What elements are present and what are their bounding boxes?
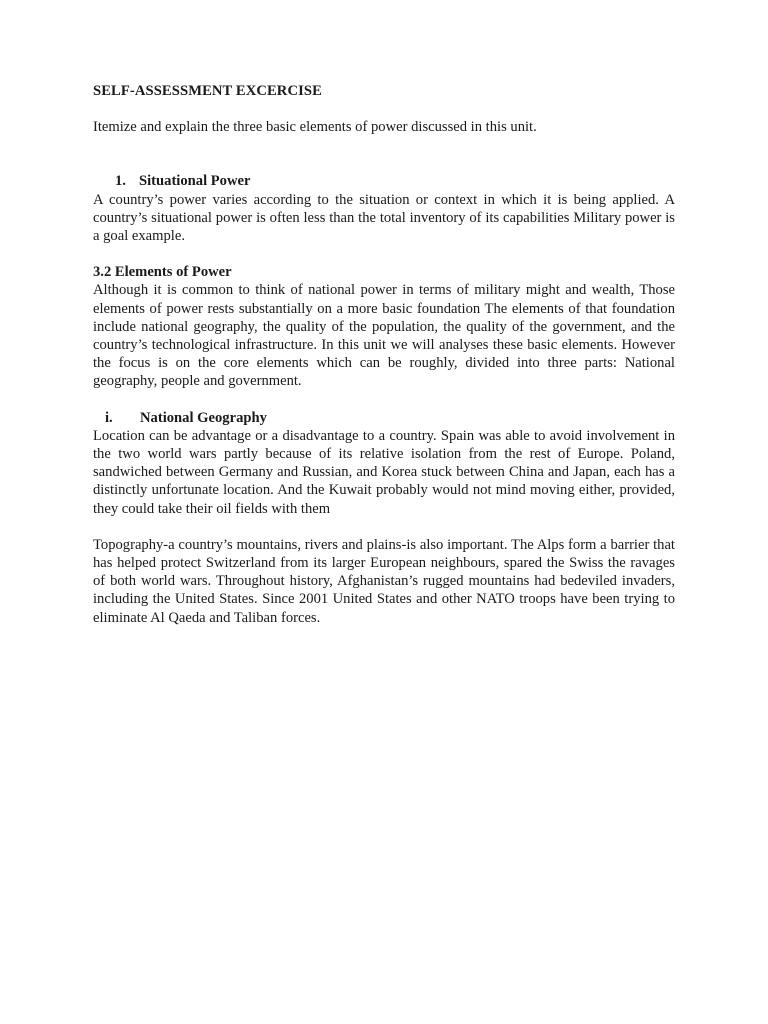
section-heading-national-geography	[93, 409, 675, 427]
paragraph-elements-of-power: Although it is common to think of national power in terms of military might and wealth, Those elements of power rests substantially on a more basic foundation The elements of that foundation include national geography, the quality of the population, the quality of the government, and the country’s technological infrastructure. In this unit we will analyses these basic elements. However the focus is on the core elements which can be roughly, divided into three parts: National geography, people and government.	[93, 282, 675, 390]
heading-text: National Geography	[140, 409, 267, 426]
paragraph-location: Location can be advantage or a disadvantage to a country. Spain was able to avoid involvement in the two world wars partly because of its relative isolation from the rest of Europe. Poland, sandwiched between Germany and Russian, and Korea stuck between China and Japan, each has a distinctly unfortunate location. And the Kuwait probably would not mind moving either, provided, they could take their oil fields with them	[93, 427, 675, 517]
list-number: i.	[105, 409, 113, 426]
document-body	[93, 82, 675, 627]
instruction-text: Itemize and explain the three basic elements of power discussed in this unit.	[93, 119, 537, 136]
section-heading-elements-of-power: 3.2 Elements of Power	[93, 264, 232, 281]
paragraph-topography: Topography-a country’s mountains, rivers and plains-is also important. The Alps form a barrier that has helped protect Switzerland from its larger European neighbours, spared the Swiss the ravages of both world wars. Throughout history, Afghanistan’s rugged mountains had bedeviled invaders, including the United States. Since 2001 United States and other NATO troops have been trying to eliminate Al Qaeda and Taliban forces.	[93, 536, 675, 626]
heading-text: Situational Power	[139, 173, 251, 190]
section-heading-situational-power	[93, 172, 675, 190]
list-number: 1.	[115, 173, 126, 190]
document-title: SELF-ASSESSMENT EXCERCISE	[93, 83, 322, 99]
paragraph-situational-power: A country’s power varies according to the situation or context in which it is being applied. A country’s situational power is often less than the total inventory of its capabilities Military power is a goal example.	[93, 191, 675, 245]
